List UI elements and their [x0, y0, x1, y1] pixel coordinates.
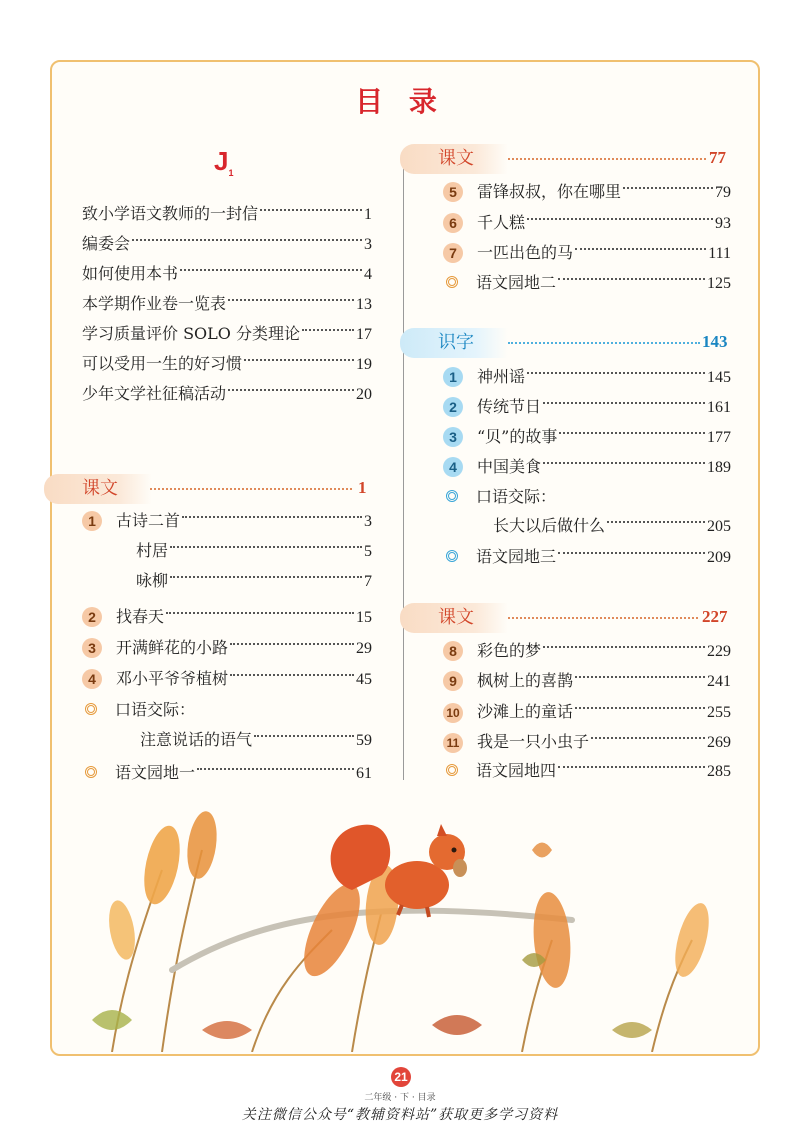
- toc-row[interactable]: 9 枫树上的喜鹊 241: [443, 670, 731, 692]
- leader-dots: [228, 389, 354, 391]
- toc-row[interactable]: 语文园地一 61: [82, 762, 372, 784]
- lesson-number: 7: [443, 243, 463, 263]
- leader-dots: [527, 372, 705, 374]
- toc-row[interactable]: 6 千人糕 93: [443, 212, 731, 234]
- leader-dots: [197, 768, 354, 770]
- unit-tab-2[interactable]: 课文: [400, 144, 508, 174]
- toc-row[interactable]: 3 开满鲜花的小路 29: [82, 637, 372, 659]
- lesson-number: 9: [443, 671, 463, 691]
- toc-row[interactable]: 1 古诗二首 3: [82, 510, 372, 532]
- leader-dots: [302, 329, 354, 331]
- toc-subrow[interactable]: 咏柳 7: [136, 571, 372, 590]
- toc-row[interactable]: 2 传统节日 161: [443, 396, 731, 418]
- toc-row[interactable]: 语文园地二 125: [443, 272, 731, 294]
- leader-dots: [558, 278, 705, 280]
- unit-leader-dots: [508, 342, 700, 344]
- leader-dots: [591, 737, 705, 739]
- unit-tab-4[interactable]: 课文: [400, 603, 508, 633]
- leader-dots: [558, 552, 705, 554]
- toc-subrow[interactable]: 村居 5: [136, 541, 372, 560]
- lesson-number: 11: [443, 733, 463, 753]
- leader-dots: [230, 674, 354, 676]
- leader-dots: [559, 432, 705, 434]
- toc-row[interactable]: 少年文学社征稿活动 20: [82, 384, 372, 403]
- lesson-number: 8: [443, 641, 463, 661]
- leader-dots: [575, 248, 706, 250]
- toc-row[interactable]: 口语交际：: [82, 699, 372, 721]
- toc-row[interactable]: 致小学语文教师的一封信 1: [82, 204, 372, 223]
- toc-row[interactable]: 1 神州谣 145: [443, 366, 731, 388]
- leader-dots: [543, 646, 705, 648]
- leader-dots: [170, 546, 362, 548]
- leader-dots: [228, 299, 354, 301]
- autumn-squirrel-illustration: [52, 790, 756, 1052]
- toc-row[interactable]: 本学期作业卷一览表 13: [82, 294, 372, 313]
- unit-page: 1: [358, 478, 367, 497]
- unit-leader-dots: [150, 488, 352, 490]
- toc-row[interactable]: 如何使用本书 4: [82, 264, 372, 283]
- toc-row[interactable]: 4 中国美食 189: [443, 456, 731, 478]
- leader-dots: [623, 187, 713, 189]
- double-ring-icon: [446, 490, 458, 502]
- double-ring-icon: [85, 766, 97, 778]
- double-ring-icon: [446, 550, 458, 562]
- unit-tab-3[interactable]: 识字: [400, 328, 508, 358]
- lesson-number: 4: [82, 669, 102, 689]
- unit-page: 227: [702, 607, 728, 626]
- leader-dots: [575, 676, 705, 678]
- unit-tab-1[interactable]: 课文: [44, 474, 152, 504]
- leader-dots: [543, 402, 705, 404]
- lesson-number: 10: [443, 703, 463, 723]
- toc-row[interactable]: 5 雷锋叔叔，你在哪里 79: [443, 181, 731, 203]
- unit-page: 77: [709, 148, 726, 167]
- lesson-number: 5: [443, 182, 463, 202]
- leader-dots: [170, 576, 362, 578]
- toc-row[interactable]: 可以受用一生的好习惯 19: [82, 354, 372, 373]
- unit-leader-dots: [508, 617, 698, 619]
- toc-row[interactable]: 语文园地四 285: [443, 760, 731, 782]
- lesson-number: 1: [443, 367, 463, 387]
- toc-row[interactable]: 11 我是一只小虫子 269: [443, 731, 731, 753]
- leader-dots: [575, 707, 705, 709]
- leader-dots: [244, 359, 354, 361]
- toc-subrow[interactable]: 注意说话的语气 59: [140, 730, 372, 749]
- column-divider: [403, 150, 404, 780]
- page-title: 目 录: [355, 85, 445, 118]
- running-footer: 二年级 · 下 · 目录: [364, 1093, 436, 1103]
- toc-subrow[interactable]: 长大以后做什么 205: [493, 516, 731, 535]
- page-number-badge: 21: [391, 1067, 411, 1087]
- toc-row[interactable]: 口语交际：: [443, 486, 731, 508]
- leader-dots: [166, 612, 354, 614]
- toc-row[interactable]: 学习质量评价 SOLO 分类理论 17: [82, 324, 372, 343]
- toc-row[interactable]: 2 找春天 15: [82, 606, 372, 628]
- toc-row[interactable]: 编委会 3: [82, 234, 372, 253]
- toc-row[interactable]: 8 彩色的梦 229: [443, 640, 731, 662]
- lesson-number: 3: [82, 638, 102, 658]
- leader-dots: [543, 462, 705, 464]
- leader-dots: [180, 269, 362, 271]
- column-mark: $J_1$: [214, 146, 234, 179]
- lesson-number: 4: [443, 457, 463, 477]
- double-ring-icon: [85, 703, 97, 715]
- leader-dots: [230, 643, 354, 645]
- lesson-number: 2: [443, 397, 463, 417]
- lesson-number: 3: [443, 427, 463, 447]
- toc-row[interactable]: 7 一匹出色的马 111: [443, 242, 731, 264]
- leader-dots: [607, 521, 705, 523]
- toc-row[interactable]: 4 邓小平爷爷植树 45: [82, 668, 372, 690]
- unit-leader-dots: [508, 158, 706, 160]
- leader-dots: [260, 209, 362, 211]
- leader-dots: [132, 239, 362, 241]
- lesson-number: 2: [82, 607, 102, 627]
- lesson-number: 1: [82, 511, 102, 531]
- leader-dots: [182, 516, 362, 518]
- toc-row[interactable]: 10 沙滩上的童话 255: [443, 701, 731, 723]
- toc-row[interactable]: 语文园地三 209: [443, 546, 731, 568]
- double-ring-icon: [446, 764, 458, 776]
- double-ring-icon: [446, 276, 458, 288]
- watermark-note: 关注微信公众号“教辅资料站”获取更多学习资料: [241, 1107, 559, 1123]
- leader-dots: [527, 218, 713, 220]
- leader-dots: [558, 766, 705, 768]
- unit-page: 143: [702, 332, 728, 351]
- toc-row[interactable]: 3 “贝”的故事 177: [443, 426, 731, 448]
- leader-dots: [254, 735, 354, 737]
- lesson-number: 6: [443, 213, 463, 233]
